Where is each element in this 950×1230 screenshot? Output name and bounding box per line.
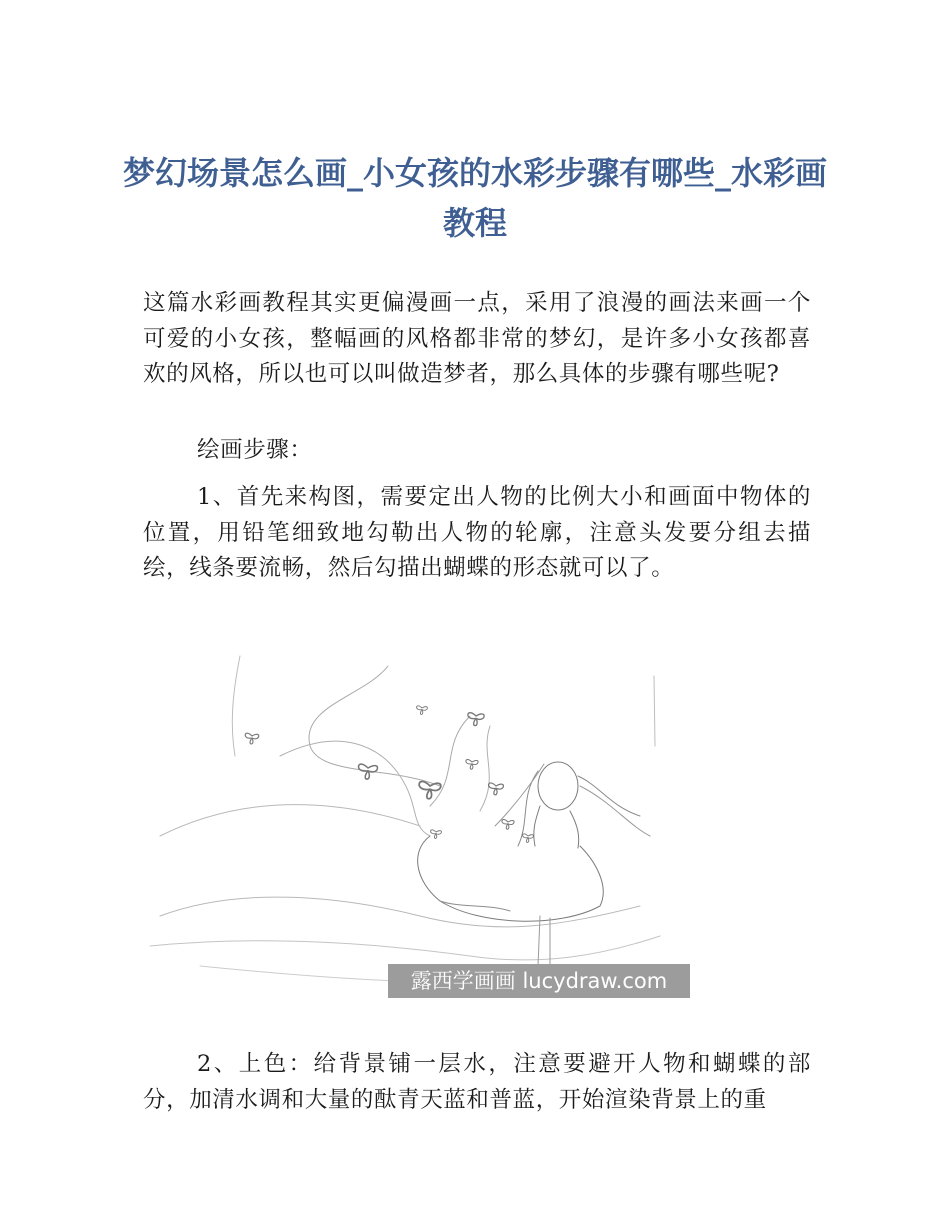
girl-butterflies-sketch-image — [140, 636, 680, 1006]
page-title: 梦幻场景怎么画_小女孩的水彩步骤有哪些_水彩画教程 — [122, 154, 827, 242]
step-2-paragraph: 2、上色：给背景铺一层水，注意要避开人物和蝴蝶的部分，加清水调和大量的酞青天蓝和普蓝，开始渲染背景上的重 — [143, 1051, 811, 1113]
step-1-paragraph: 1、首先来构图，需要定出人物的比例大小和画面中物体的位置，用铅笔细致地勾勒出人物的轮廓，注意头发要分组去描绘，线条要流畅，然后勾描出蝴蝶的形态就可以了。 — [143, 484, 811, 581]
steps-heading: 绘画步骤： — [197, 437, 313, 463]
intro-paragraph: 这篇水彩画教程其实更偏漫画一点，采用了浪漫的画法来画一个可爱的小女孩，整幅画的风格都非常的梦幻，是许多小女孩都喜欢的风格，所以也可以叫做造梦者，那么具体的步骤有哪些呢? — [143, 290, 811, 387]
image-watermark: 露西学画画 lucydraw.com — [388, 964, 690, 998]
